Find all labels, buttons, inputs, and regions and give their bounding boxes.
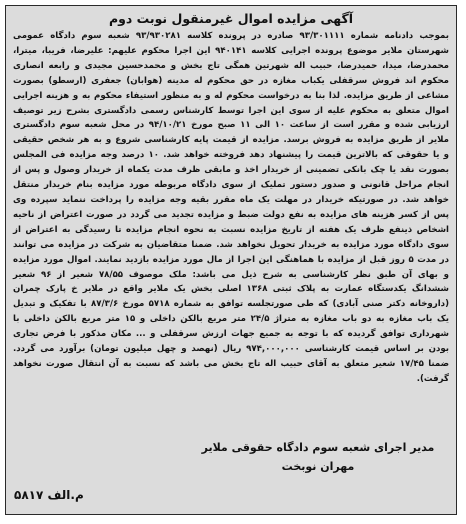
reference-number: ۵۸۱۷ م.الف	[14, 488, 84, 502]
signature-title: مدیر اجرای شعبه سوم دادگاه حقوقی ملایر	[201, 441, 435, 454]
notice-footer	[14, 438, 448, 508]
signature-block	[188, 438, 448, 476]
auction-notice	[5, 5, 457, 515]
notice-body: بموجب دادنامه شماره ۹۳/۳۰۱۱۱۱ صادره در پرونده کلاسه ۹۳/۹۳۰۲۸۱ شعبه سوم دادگاه عمومی شهرستان ملایر موضوع پرونده اجرایی کلاسه ۹۴۰۱۴۱ این اجرا محکوم علیهم: علیرضا، فریبا، میترا، محمدرضا، میدا، حمیدرضا، حبیب اله شهرتین همگی تاج بخش و محمدحسین مجیدی و رابعه انصاری محکوم اند فروش سرقفلی یکباب مغازه در حق محکوم له مدینه (هوابان) جعفری (ارسطو) بصورت مشاعی از طریق مزایده. لذا بنا به درخواست محکوم له و به منظور استیفاء محکوم به و هزینه اجرایی اموال متعلق به محکوم علیه از سوی این اجرا توسط کارشناس رسمی دادگستری بشرح زیر توصیف ارزیابی شده و مقرر است از ساعت ۱۰ الی ۱۱ صبح مورخ ۹۴/۱۰/۲۱ در محل شعبه سوم دادگستری ملایر از طریق مزایده به فروش برسد. مزایده از قیمت پایه کارشناسی شروع و به هر شخص حقیقی و یا حقوقی که بالاترین قیمت را پیشنهاد دهد فروخته خواهد شد. ۱۰ درصد وجه مزایده فی المجلس بصورت نقد یا چک بانکی تضمینی از خریدار اخذ و مابقی ظرف مدت یکماه از خریدار وصول و پس از انجام مراحل قانونی و صدور دستور تملیک از سوی دادگاه مربوطه مورد مزایده بنام خریدار منتقل خواهد شد. در صورتیکه خریدار در مهلت یک ماه مقرر بقیه وجه مزایده را پرداخت ننماید سپرده وی پس از کسر هزینه های مزایده به نفع دولت ضبط و مزایده تجدید می گردد در صورت اعتراض از ناحیه اشخاص ذینفع ظرف یک هفته از تاریخ مزایده نسبت به نحوه انجام مزایده تا رسیدگی به اعتراض از سوی دادگاه مورد مزایده به خریدار تحویل نخواهد شد. ضمنا متقاضیان به شرکت در مزایده می توانند در مدت ۵ روز قبل از مزایده با هماهنگی این اجرا از مال مورد مزایده بازدید نمایند. اموال مورد مزایده و بهای آن طبق نظر کارشناسی به شرح ذیل می باشد: ملک موصوف ۷۸/۵۵ شعیر از ۹۶ شعیر ششدانگ یکدستگاه عمارت به پلاک ثبتی ۱۳۶۸ اصلی بخش یک ملایر واقع در ملایر خ پارک چمران (داروخانه دکتر صنی آبادی) که طی صورتجلسه توافق به شماره ۵۷۱۸ مورخ ۸۷/۳/۶ با تفکیک و تبدیل یک باب مغازه به دو باب مغازه به متراژ ۲۴/۵ متر مربع بالکن داخلی و ۱۵ متر مربع بالکن داخلی با شهرداری توافق گردیده که با توجه به جمیع جهات ارزش سرقفلی و ... مکان مذکور با فرض تجاری بودن بر اساس قیمت کارشناسی ۹۷۴,۰۰۰,۰۰۰ ریال (نهصد و چهل میلیون تومان) برآورد می گردد. ضمنا ۱۷/۴۵ شعیر متعلق به آقای حبیب اله تاج بخش می باشد که نسبت به آن انتقال صورت نخواهد گرفت).	[13, 31, 450, 384]
notice-title: آگهی مزایده اموال غیرمنقول نوبت دوم	[108, 11, 354, 26]
signature-name: مهران نوبخت	[281, 460, 355, 473]
